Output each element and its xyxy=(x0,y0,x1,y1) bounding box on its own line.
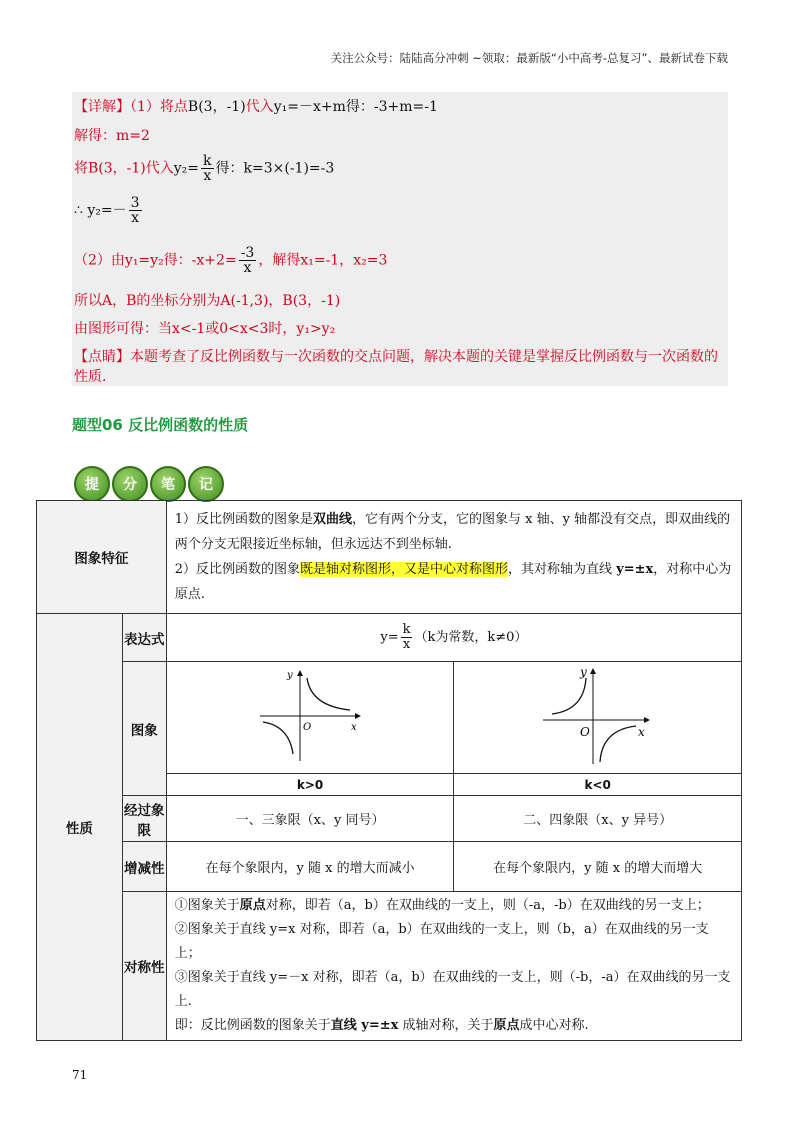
answer-line-3 xyxy=(74,154,334,183)
answer-box xyxy=(72,92,728,386)
table-row xyxy=(37,796,742,842)
expression-cell xyxy=(166,614,741,662)
y-axis-label: y xyxy=(287,669,293,681)
page-header: 关注公众号：陆陆高分冲刺 ~领取：最新版“小中高考-总复习”、最新试卷下载 xyxy=(330,51,728,65)
text: 1）反比例函数的图象是 xyxy=(174,512,314,527)
text: 成中心对称. xyxy=(519,1018,589,1033)
text: ①图象关于 xyxy=(174,898,240,913)
text: 即：反比例函数的图象关于 xyxy=(174,1018,331,1033)
fraction xyxy=(401,623,413,652)
math: B(3，-1) xyxy=(187,99,246,115)
math: 得：k=3×(-1)=-3 xyxy=(215,160,335,177)
row-label: 经过象限 xyxy=(122,796,166,842)
text: （2）由y₁=y₂得：-x+2= xyxy=(74,252,237,269)
math: y₁=－x+m xyxy=(273,99,346,115)
text: （1）将点 xyxy=(130,99,188,115)
graph-features-cell xyxy=(166,501,741,614)
insight-tag: 【点睛】 xyxy=(74,349,130,365)
text: 将B(3，-1)代入 xyxy=(74,160,174,177)
answer-line-7: 由图形可得：当x<-1或0<x<3时，y₁>y₂ xyxy=(74,321,336,337)
answer-line-9: 性质. xyxy=(74,369,107,385)
y-axis-label: y xyxy=(579,664,587,679)
bold-text: 原点 xyxy=(239,898,266,913)
denominator: x xyxy=(243,260,252,276)
quadrant-negative: 二、四象限（x、y 异号） xyxy=(454,796,742,842)
graph-k-positive xyxy=(255,666,365,766)
numerator: 3 xyxy=(130,195,140,211)
math: ∴ y₂=－ xyxy=(74,202,127,219)
answer-line-1 xyxy=(74,96,438,116)
badge: 分 xyxy=(112,466,148,502)
answer-line-4 xyxy=(74,196,144,225)
properties-table xyxy=(36,500,742,1041)
detail-tag: 【详解】 xyxy=(74,99,130,115)
graph-k-negative xyxy=(538,664,658,768)
badge: 提 xyxy=(74,466,110,502)
text: ，对称中心为原点. xyxy=(174,562,732,602)
symmetry-cell xyxy=(166,892,741,1041)
k-negative-label: k<0 xyxy=(454,774,742,796)
badge: 笔 xyxy=(150,466,186,502)
monotonic-negative: 在每个象限内，y 随 x 的增大而增大 xyxy=(454,842,742,892)
badge: 记 xyxy=(188,466,224,502)
quadrant-positive: 一、三象限（x、y 同号） xyxy=(166,796,454,842)
table-row xyxy=(37,662,742,774)
bold-text: 双曲线 xyxy=(313,512,353,527)
monotonic-positive: 在每个象限内，y 随 x 的增大而减小 xyxy=(166,842,454,892)
bold-text: 直线 y=±x xyxy=(330,1018,399,1033)
row-label: 图象特征 xyxy=(37,501,167,614)
highlight-text: 既是轴对称图形，又是中心对称图形 xyxy=(300,562,509,577)
numerator: k xyxy=(402,622,411,637)
bold-text: y=±x xyxy=(616,562,654,577)
answer-line-6: 所以A，B的坐标分别为A(-1,3)，B(3，-1) xyxy=(74,293,341,309)
text: ②图象关于直线 y=x 对称，即若（a，b）在双曲线的一支上，则（b，a）在双曲线的另一支上； xyxy=(174,922,709,961)
text: ，它有两个分支，它的图象与 x 轴、y 轴都没有交点，即双曲线的两个分支无限接近坐标轴，但永远达不到坐标轴. xyxy=(174,512,731,552)
table-row xyxy=(37,842,742,892)
row-label: 对称性 xyxy=(122,892,166,1041)
text: （k为常数，k≠0） xyxy=(414,630,528,645)
text: ，解得x₁=-1，x₂=3 xyxy=(258,252,388,269)
graph-cell-positive xyxy=(166,662,454,774)
x-axis-label: x xyxy=(637,724,645,739)
numerator: k xyxy=(203,153,212,169)
math: y₂= xyxy=(173,160,200,177)
bold-text: 原点 xyxy=(493,1018,520,1033)
table-row xyxy=(37,892,742,1041)
page-number: 71 xyxy=(72,1068,88,1082)
text: 2）反比例函数的图象 xyxy=(174,562,301,577)
origin-label: O xyxy=(303,721,312,733)
math: 得：-3+m=-1 xyxy=(345,99,438,115)
text: 代入 xyxy=(245,99,274,115)
fraction xyxy=(201,154,213,183)
section-title: 题型06 反比例函数的性质 xyxy=(72,416,249,434)
denominator: x xyxy=(402,637,411,652)
text: 本题考查了反比例函数与一次函数的交点问题，解决本题的关键是掌握反比例函数与一次函数的 xyxy=(130,349,718,365)
table-row xyxy=(37,501,742,614)
symmetry-text xyxy=(167,892,741,1040)
fraction xyxy=(239,246,257,275)
text: 对称，即若（a，b）在双曲线的一支上，则（-a，-b）在双曲线的另一支上； xyxy=(265,898,710,913)
x-axis-label: x xyxy=(351,721,357,733)
answer-line-2: 解得：m=2 xyxy=(74,128,150,144)
denominator: x xyxy=(131,210,140,226)
row-label: 图象 xyxy=(122,662,166,796)
text: ③图象关于直线 y=－x 对称，即若（a，b）在双曲线的一支上，则（-b，-a）在双曲线的另一支上. xyxy=(174,970,731,1009)
text: ，其对称轴为直线 xyxy=(508,562,617,577)
answer-line-8 xyxy=(74,346,718,366)
denominator: x xyxy=(203,168,212,184)
row-label: 增减性 xyxy=(122,842,166,892)
table-row xyxy=(37,614,742,662)
graph-cell-negative xyxy=(454,662,742,774)
group-label: 性质 xyxy=(37,614,123,1041)
origin-label: O xyxy=(579,724,590,739)
row-label: 表达式 xyxy=(122,614,166,662)
note-badges xyxy=(74,466,224,502)
text: 成轴对称，关于 xyxy=(398,1018,494,1033)
k-positive-label: k>0 xyxy=(166,774,454,796)
answer-line-5 xyxy=(74,246,387,275)
math: y= xyxy=(380,630,399,645)
numerator: -3 xyxy=(240,245,255,261)
features-text xyxy=(167,501,741,613)
fraction xyxy=(129,196,142,225)
